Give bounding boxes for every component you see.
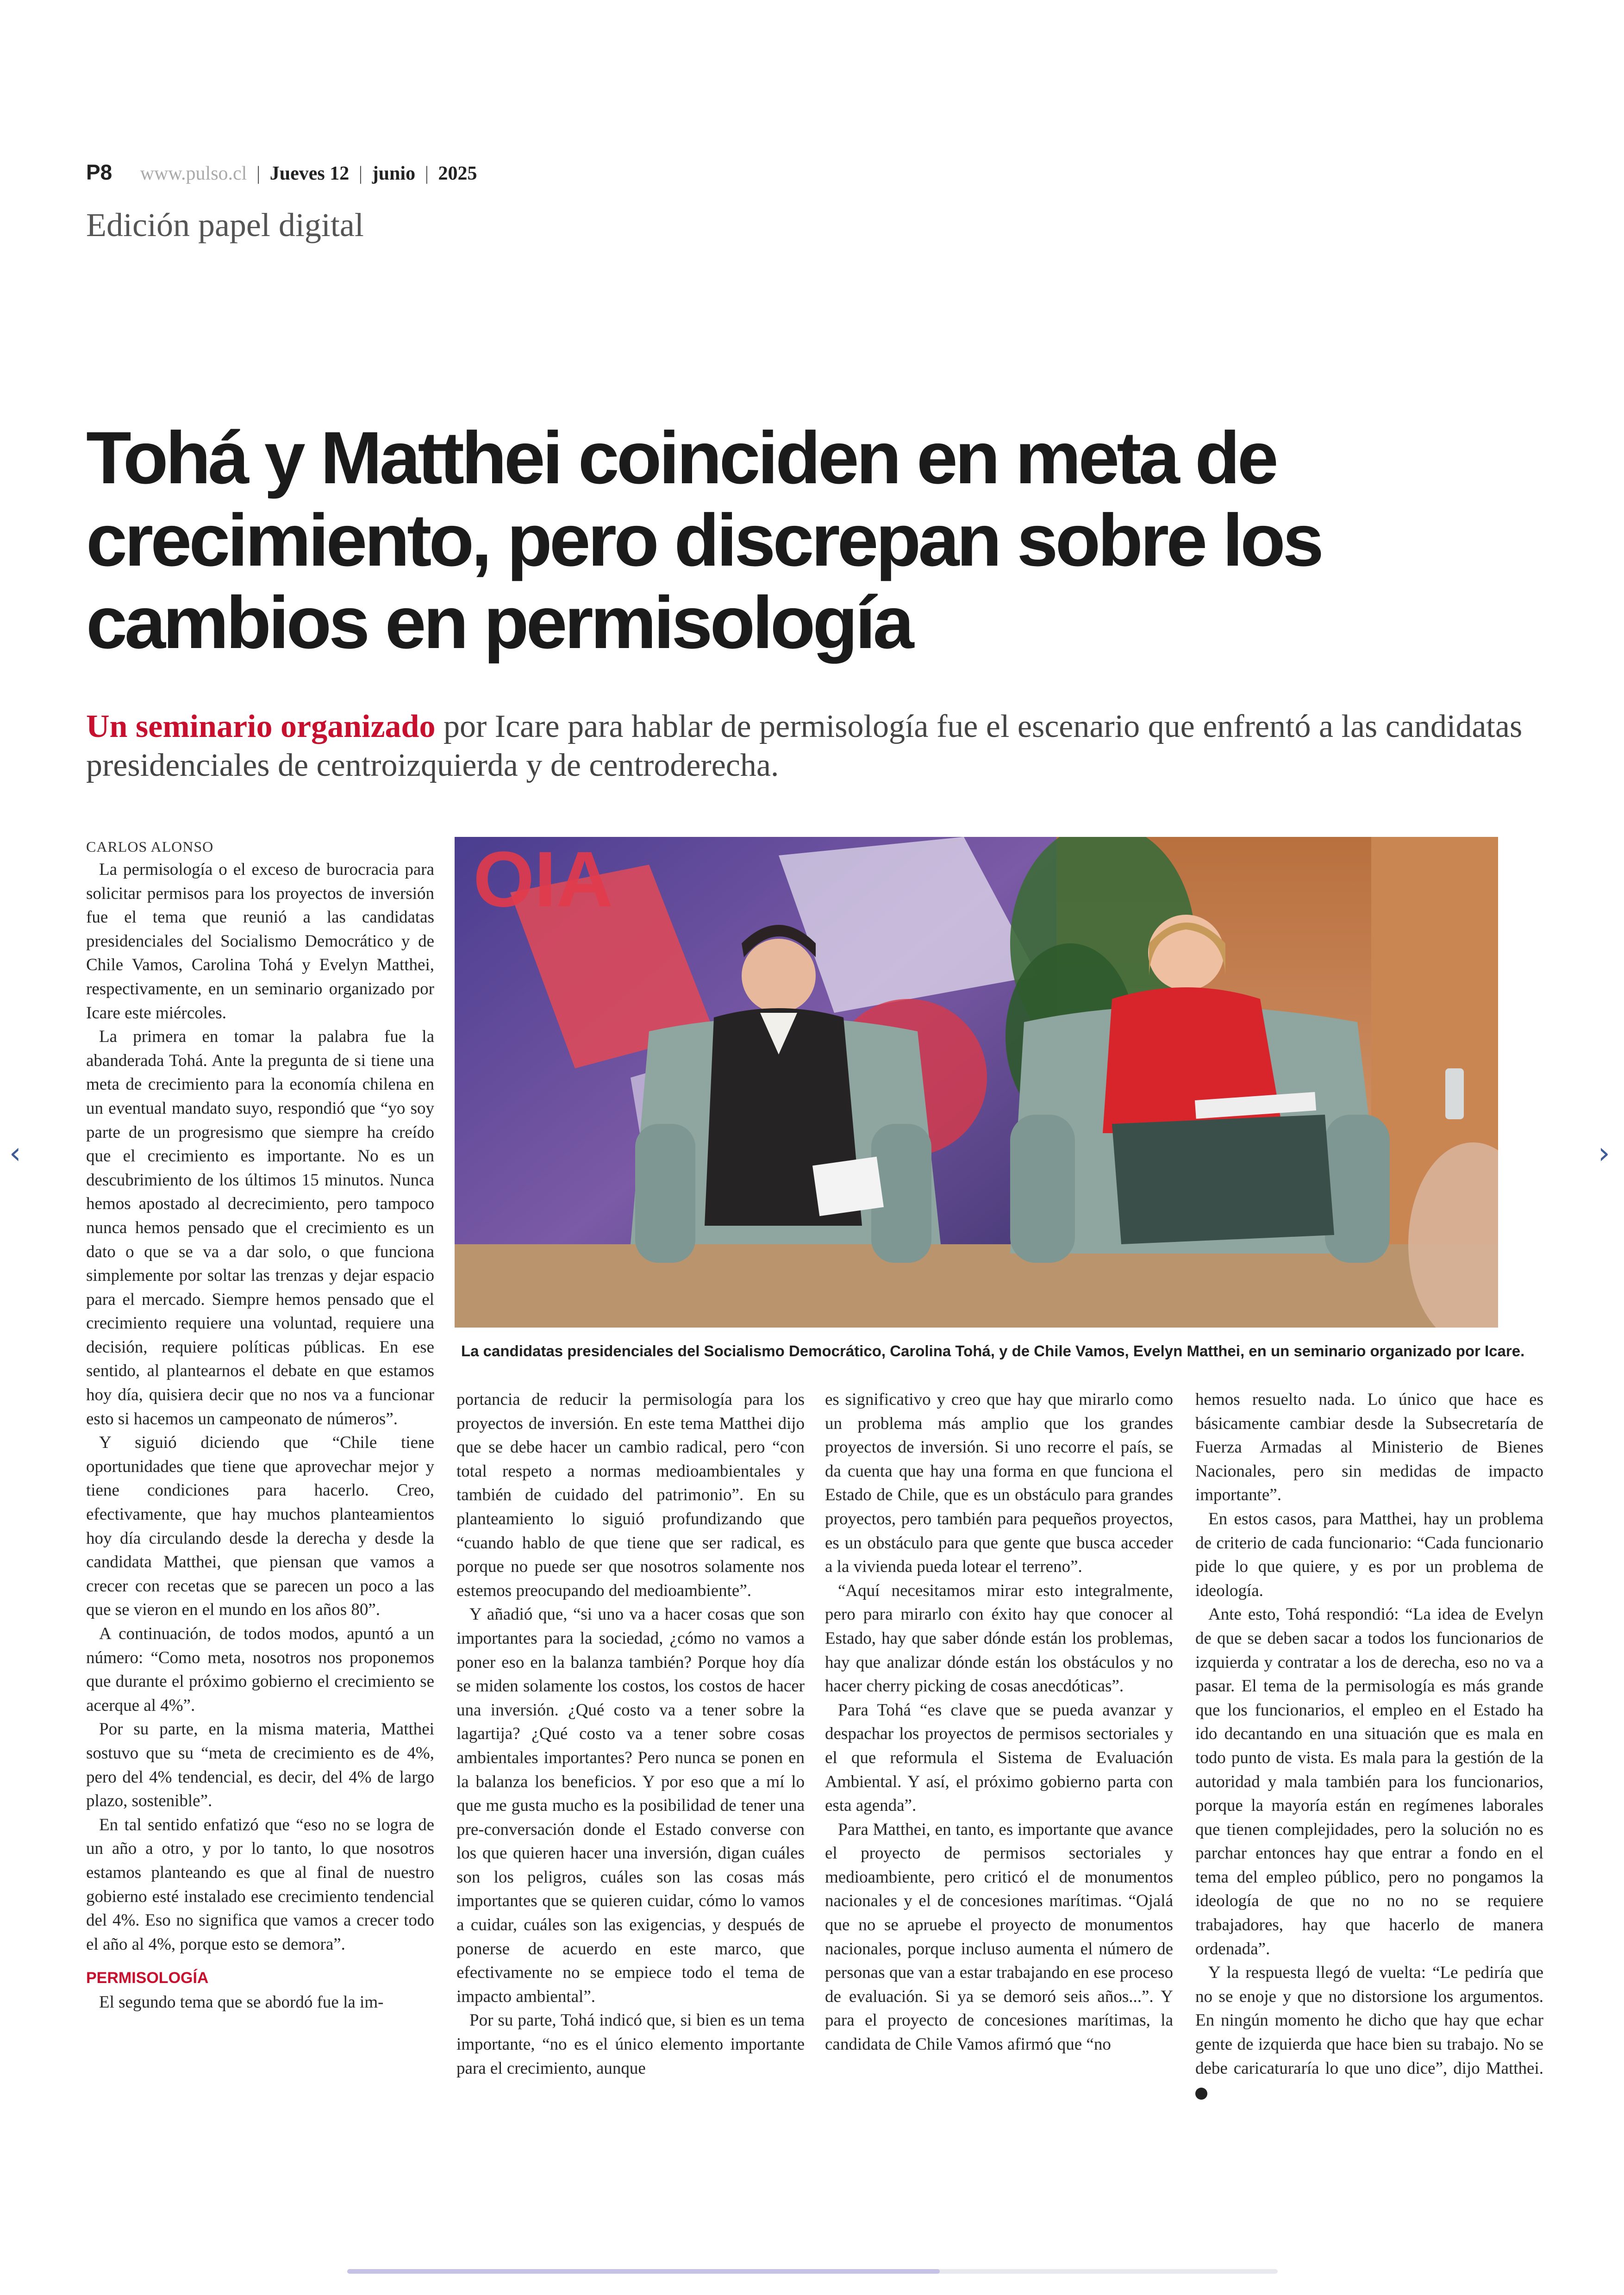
photo-caption: La candidatas presidenciales del Socialismo Democrático, Carolina Tohá, y de Chile Vamos, Evelyn Matthei, en un seminario organizado por Icare. [461,1342,1525,1360]
date-month: junio [372,163,416,184]
page-number: P8 [86,160,112,184]
scrollbar-thumb[interactable] [347,2269,940,2274]
chevron-left-icon[interactable]: ‹ [9,1136,21,1171]
site-url[interactable]: www.pulso.cl [140,163,247,184]
subhead-text: por Icare para hablar de permisología fue el escenario que enfrentó a las candidatas presidenciales de centroizquierda y de centroderecha. [86,709,1523,783]
photo-illustration [455,837,1498,1328]
paragraph [1195,1961,1543,2104]
paragraph: “Aquí necesitamos mirar esto integralmente, pero para mirarlo con éxito hay que conocer al Estado, hay que saber dónde están los problemas, hay que analizar dónde están los obstáculos y no hacer cherry picking de cosas anecdóticas”. [825,1581,1173,1696]
paragraph: Y añadió que, “si uno va a hacer cosas que son importantes para la sociedad, ¿cómo no vamos a poner eso en la balanza también? Porque hoy día se miden solamente los costos, los costos de hacer una inversión. ¿Qué costo va a tener sobre la lagartija? ¿Qué costo va a tener sobre cosas ambientales importantes? Pero nunca se ponen en la balanza los beneficios. Y por eso que a mí lo que me gusta mucho es la posibilidad de tener una pre-conversación donde el Estado converse con los que quieren hacer una inversión, digan cuáles son los peligros, cuáles son las cosas más importantes que se quieren cuidar, cómo lo vamos a cuidar, cuáles son las exigencias, y después de ponerse de acuerdo en este marco, que efectivamente no se empiece todo el tema de impacto ambiental”. [456,1605,805,2006]
headline: Tohá y Matthei coinciden en meta de crecimiento, pero discrepan sobre los cambios en permisología [86,416,1321,664]
paragraph: La primera en tomar la palabra fue la abanderada Tohá. Ante la pregunta de si tiene una meta de crecimiento para la economía chilena en un eventual mandato suyo, respondió que “yo soy parte de un progresismo que siempre ha creído que el crecimiento es importante. No es un descubrimiento de los últimos 15 minutos. Nunca hemos apostado al decrecimiento, pero tampoco nunca hemos pensado que el crecimiento es un dato o que se va a dar solo, o que funciona simplemente por soltar las trenzas y dejar espacio para el mercado. Siempre hemos pensado que el crecimiento requiere una voluntad, requiere una decisión, requiere políticas públicas. En ese sentido, al plantearnos el debate en que estamos hoy día, quisiera decir que no nos va a funcionar esto si hacemos un campeonato de números”. [86,1027,434,1428]
article-column-2 [456,1388,805,2080]
paragraph-text: Y la respuesta llegó de vuelta: “Le pediría que no se enoje y que no distorsione los argumentos. En ningún momento he dicho que hay que echar gente de izquierda que hace bien su trabajo. No se debe caricaturaría lo que uno dice”, dijo Matthei. [1195,1963,1543,2078]
paragraph: Ante esto, Tohá respondió: “La idea de Evelyn de que se deben sacar a todos los funcionarios de izquierda y contratar a los de derecha, eso no va a pasar. El tema de la permisología es más grande que los funcionarios, el empleo en el Estado ha ido decantando en una situación que es mala en todo punto de vista. Es mala para la gestión de la autoridad y mala también para los funcionarios, porque la mayoría están en regímenes laborales que tienen complejidades, pero la solución no es parchar entonces hay que entrar a fondo en el tema del empleo público, pero no pongamos la ideología de que no no no se requiere trabajadores, hay que hacerlo de manera ordenada”. [1195,1605,1543,1958]
subhead-lead: Un seminario organizado [86,709,436,744]
date-year: 2025 [438,163,477,184]
paragraph: portancia de reducir la permisología para los proyectos de inversión. En este tema Matthei dijo que se debe hacer un cambio radical, pero “con total respeto a normas medioambientales y también de cuidado del patrimonio”. En su planteamiento lo siguió profundizando que “cuando hablo de que tiene que ser radical, es porque no puede ser que nosotros solamente nos estemos preocupando del medioambiente”. [456,1390,805,1600]
paragraph: Y siguió diciendo que “Chile tiene oportunidades que tiene que aprovechar mejor y tiene condiciones para hacerlo. Creo, efectivamente, que hay muchos planteamientos hoy día circulando desde la derecha y desde la candidata Matthei, que piensan que vamos a crecer con recetas que se parecen un poco a las que se vieron en el mundo en los años 80”. [86,1433,434,1620]
page-scrollbar[interactable] [347,2269,1278,2274]
paragraph: Para Matthei, en tanto, es importante que avance el proyecto de permisos sectoriales y medioambiente, pero criticó el de monumentos nacionales y el de concesiones marítimas. “Ojalá que no se apruebe el proyecto de monumentos nacionales, porque incluso aumenta el número de personas que van a estar trabajando en ese proceso de evaluación. Si ya se demoró seis años...”. Y para el proyecto de concesiones marítimas, la candidata de Chile Vamos afirmó que “no [825,1820,1173,2054]
article-column-4 [1195,1388,1543,2104]
subhead [86,707,1535,785]
byline: CARLOS ALONSO [86,838,214,855]
divider: | [256,163,261,184]
svg-text:OIA: OIA [473,837,613,923]
edition-label: Edición papel digital [86,206,364,243]
article-column-3 [825,1388,1173,2057]
article-photo [455,837,1498,1328]
paragraph: hemos resuelto nada. Lo único que hace es básicamente cambiar desde la Subsecretaría de Fuerza Armadas al Ministerio de Bienes Nacionales, pero sin medidas de impacto importante”. [1195,1390,1543,1505]
top-bar [86,160,477,185]
paragraph: En estos casos, para Matthei, hay un problema de criterio de cada funcionario: “Cada funcionario pide lo que quiere, y es por un problema de ideología. [1195,1509,1543,1600]
paragraph: La permisología o el exceso de burocracia para solicitar permisos para los proyectos de inversión fue el tema que reunió a las candidatas presidenciales del Socialismo Democrático y de Chile Vamos, Carolina Tohá y Evelyn Matthei, respectivamente, en un seminario organizado por Icare este miércoles. [86,860,434,1023]
paragraph: El segundo tema que se abordó fue la im- [99,1992,384,2012]
paragraph: es significativo y creo que hay que mirarlo como un problema más amplio que los grandes proyectos de inversión. Si uno recorre el país, se da cuenta que hay una forma en que funciona el Estado de Chile, que es un obstáculo para grandes proyectos, pero también para pequeños proyectos, es un obstáculo para que gente que busca acceder a la vivienda pueda lotear el terreno”. [825,1390,1173,1577]
pulso-end-mark-icon: P [1195,2088,1207,2100]
paragraph: Para Tohá “es clave que se pueda avanzar y despachar los proyectos de permisos sectoriales y el que reformula el Sistema de Evaluación Ambiental. Y así, el próximo gobierno parta con esta agenda”. [825,1700,1173,1815]
paragraph: Por su parte, Tohá indicó que, si bien es un tema importante, “no es el único elemento importante para el crecimiento, aunque [456,2011,805,2078]
paragraph: Por su parte, en la misma materia, Matthei sostuvo que su “meta de crecimiento es de 4%, pero del 4% tendencial, es decir, del 4% de largo plazo, sostenible”. [86,1720,434,1811]
section-heading: PERMISOLOGÍA [86,1969,209,1987]
paragraph: A continuación, de todos modos, apuntó a un número: “Como meta, nosotros nos proponemos que durante el próximo gobierno el crecimiento se acerque al 4%”. [86,1624,434,1715]
date-weekday: Jueves 12 [269,163,350,184]
article-column-1 [86,836,434,2014]
divider: | [425,163,429,184]
divider: | [358,163,363,184]
paragraph: En tal sentido enfatizó que “eso no se logra de un año a otro, y por lo tanto, lo que nosotros estamos planteando es que al final de nuestro gobierno esté instalado ese crecimiento tendencial del 4%. Eso no significa que vamos a crecer todo el año al 4%, porque esto se demora”. [86,1815,434,1954]
chevron-right-icon[interactable]: › [1598,1136,1610,1171]
